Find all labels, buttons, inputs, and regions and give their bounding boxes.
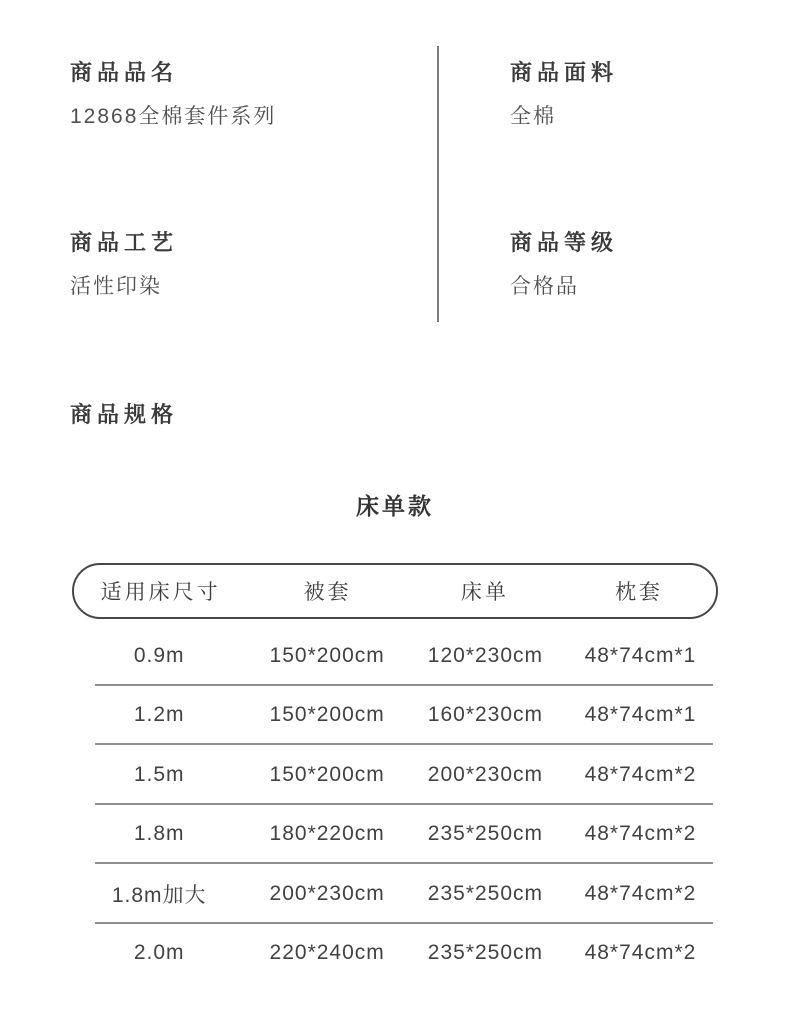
cell-bed-size: 1.8m — [133, 822, 185, 846]
craft-label: 商品工艺 — [70, 230, 179, 255]
cell-duvet-cover: 220*240cm — [269, 941, 385, 965]
table-title-sheet-style: 床单款 — [356, 493, 434, 519]
cell-bed-size: 1.8m加大 — [111, 883, 207, 907]
cell-bed-sheet: 235*250cm — [427, 822, 544, 846]
col-duvet-cover: 被套 — [303, 581, 352, 604]
table-header-row — [72, 563, 718, 619]
cell-bed-size: 2.0m — [133, 941, 185, 965]
field-fabric — [510, 60, 618, 130]
cell-bed-size: 1.5m — [133, 762, 185, 786]
craft-value: 活性印染 — [70, 275, 162, 298]
cell-bed-sheet: 120*230cm — [427, 643, 544, 667]
cell-duvet-cover: 150*200cm — [269, 703, 385, 727]
vertical-divider — [437, 46, 439, 322]
fabric-label: 商品面料 — [510, 60, 619, 85]
col-pillowcase: 枕套 — [614, 581, 663, 604]
table-row — [72, 864, 718, 924]
cell-pillowcase: 48*74cm*1 — [584, 703, 697, 727]
cell-duvet-cover: 150*200cm — [269, 643, 385, 667]
field-grade — [510, 230, 618, 300]
table-row — [72, 924, 718, 984]
cell-duvet-cover: 150*200cm — [269, 762, 385, 786]
cell-bed-size: 0.9m — [133, 643, 185, 667]
cell-pillowcase: 48*74cm*2 — [584, 762, 697, 786]
cell-duvet-cover: 200*230cm — [269, 881, 385, 905]
grade-label: 商品等级 — [510, 230, 619, 255]
product-name-value: 12868全棉套件系列 — [70, 105, 277, 128]
cell-pillowcase: 48*74cm*2 — [584, 881, 697, 905]
cell-bed-sheet: 160*230cm — [427, 703, 544, 727]
table-row — [72, 745, 718, 805]
spec-table — [72, 563, 718, 983]
cell-bed-size: 1.2m — [133, 703, 185, 727]
field-craft — [70, 230, 178, 300]
cell-duvet-cover: 180*220cm — [269, 822, 385, 846]
cell-bed-sheet: 235*250cm — [427, 881, 544, 905]
table-row — [72, 686, 718, 746]
fabric-value: 全棉 — [510, 105, 556, 128]
cell-bed-sheet: 200*230cm — [427, 762, 544, 786]
cell-pillowcase: 48*74cm*2 — [584, 822, 697, 846]
table-body — [72, 626, 718, 983]
section-title-specs: 商品规格 — [70, 402, 179, 427]
cell-bed-sheet: 235*250cm — [427, 941, 544, 965]
cell-pillowcase: 48*74cm*2 — [584, 941, 697, 965]
table-row — [72, 805, 718, 865]
cell-pillowcase: 48*74cm*1 — [584, 643, 697, 667]
field-product-name — [70, 60, 276, 130]
product-name-label: 商品品名 — [70, 60, 179, 85]
col-bed-size: 适用床尺寸 — [100, 581, 221, 604]
col-bed-sheet: 床单 — [460, 581, 509, 604]
grade-value: 合格品 — [510, 275, 579, 298]
table-row — [72, 626, 718, 686]
